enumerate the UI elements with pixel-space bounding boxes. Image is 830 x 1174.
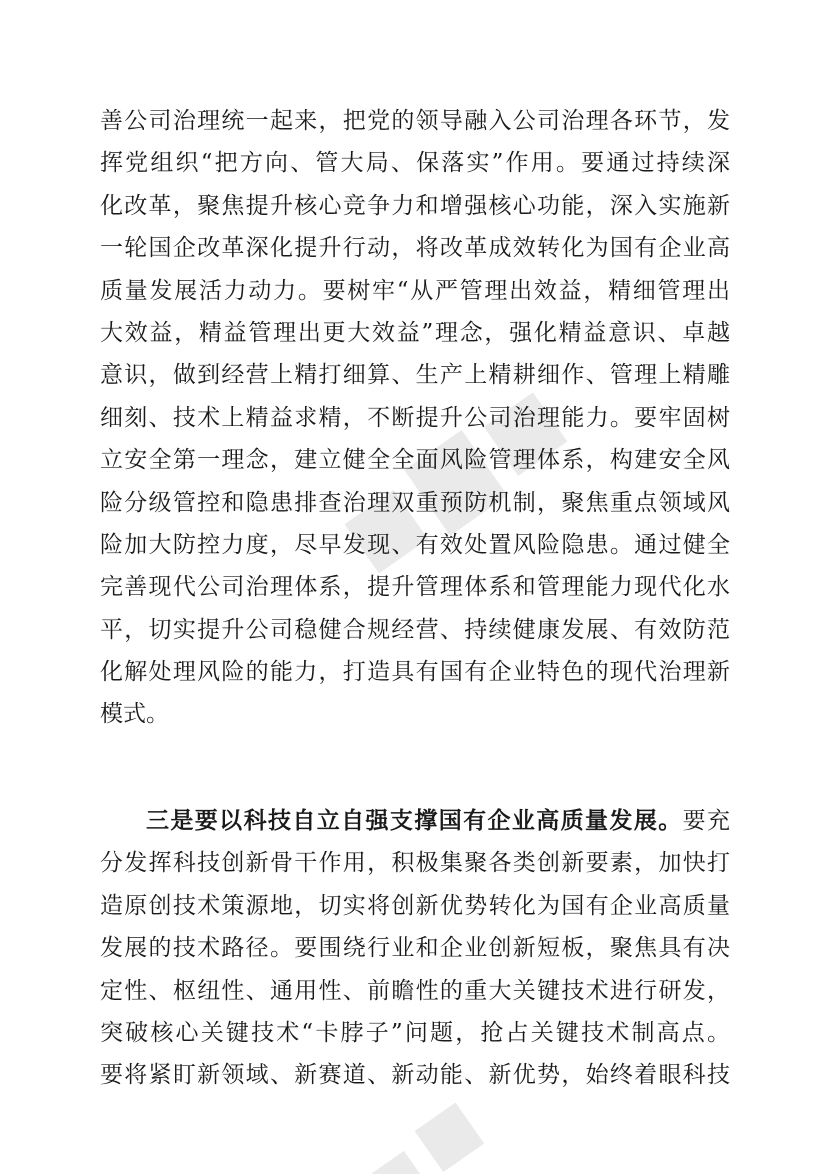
text-line: 险加大防控力度，尽早发现、有效处置风险隐患。通过健全	[100, 531, 730, 558]
text-line: 一轮国企改革深化提升行动，将改革成效转化为国有企业高	[100, 235, 730, 262]
text-line: 质量发展活力动力。要树牢“从严管理出效益，精细管理出	[100, 277, 730, 304]
heading-line	[100, 800, 730, 842]
text-line: 意识，做到经营上精打细算、生产上精耕细作、管理上精雕	[100, 362, 730, 389]
paragraph-governance	[100, 100, 730, 736]
paragraph-technology	[100, 800, 730, 1097]
text-line: 化改革，聚焦提升核心竞争力和增强核心功能，深入实施新	[100, 192, 730, 219]
text-line: 挥党组织“把方向、管大局、保落实”作用。要通过持续深	[100, 150, 730, 177]
text-line: 平，切实提升公司稳健合规经营、持续健康发展、有效防范	[100, 616, 730, 643]
text-line: 险分级管控和隐患排查治理双重预防机制，聚焦重点领域风	[100, 489, 730, 516]
text-line: 突破核心关键技术“卡脖子”问题，抢占关键技术制高点。	[100, 1019, 730, 1046]
watermark-logo-bottom	[310, 1090, 570, 1174]
text-line: 定性、枢纽性、通用性、前瞻性的重大关键技术进行研发，	[100, 977, 730, 1004]
text-line: 完善现代公司治理体系，提升管理体系和管理能力现代化水	[100, 574, 730, 601]
text-line: 化解处理风险的能力，打造具有国有企业特色的现代治理新	[100, 659, 730, 686]
heading-continuation: 要充	[682, 808, 731, 834]
section-heading: 三是要以科技自立自强支撑国有企业高质量发展。	[146, 807, 683, 834]
text-line: 大效益，精益管理出更大效益”理念，强化精益意识、卓越	[100, 319, 730, 346]
text-line: 细刻、技术上精益求精，不断提升公司治理能力。要牢固树	[100, 404, 730, 431]
text-line: 分发挥科技创新骨干作用，积极集聚各类创新要素，加快打	[100, 850, 730, 877]
text-line: 立安全第一理念，建立健全全面风险管理体系，构建安全风	[100, 447, 730, 474]
text-line: 造原创技术策源地，切实将创新优势转化为国有企业高质量	[100, 892, 730, 919]
text-line: 要将紧盯新领域、新赛道、新动能、新优势，始终着眼科技	[100, 1062, 730, 1089]
text-line-last: 模式。	[100, 701, 169, 728]
text-line: 发展的技术路径。要围绕行业和企业创新短板，聚焦具有决	[100, 935, 730, 962]
text-line: 善公司治理统一起来，把党的领导融入公司治理各环节，发	[100, 108, 730, 134]
